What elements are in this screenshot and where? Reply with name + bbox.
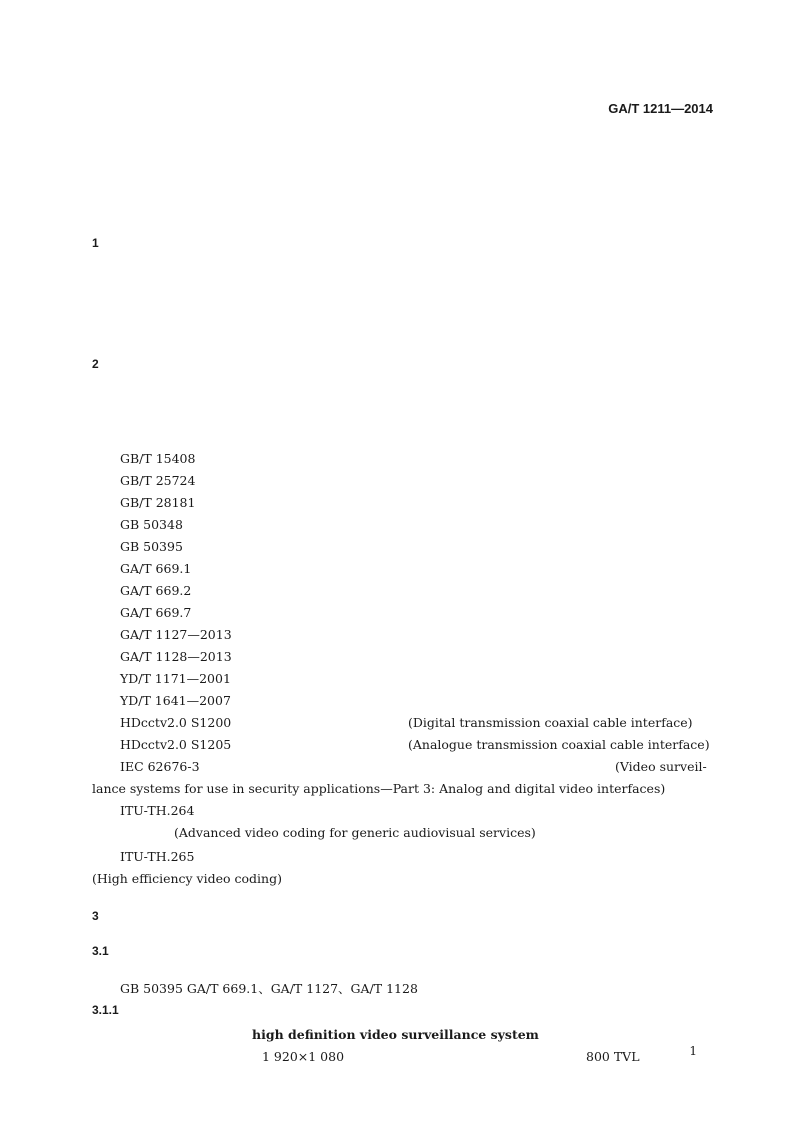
standard-code: GA/T 1211—2014 [608, 101, 713, 116]
section-1-number: 1 [92, 236, 99, 250]
ref-16-cn-title-1 [212, 804, 715, 816]
ref-1-code: GB/T 15408 [120, 451, 196, 466]
ref-15-code: IEC 62676-3 [120, 759, 200, 774]
ref-17-cn-title [212, 850, 715, 862]
ref-8-code: GA/T 669.7 [120, 605, 192, 620]
document-title-placeholder [236, 170, 572, 190]
ref-17-code: ITU-TH.265 [120, 849, 195, 864]
ref-15-en-title-1: (Video surveil- [615, 759, 707, 774]
section-2-number: 2 [92, 357, 99, 371]
section-2-intro-line-2 [92, 429, 570, 441]
section-3-1-1-number: 3.1.1 [92, 1003, 119, 1017]
ref-6-code: GA/T 669.1 [120, 561, 192, 576]
ref-14-cn-title [258, 738, 408, 750]
ref-13-code: HDcctv2.0 S1200 [120, 715, 232, 730]
ref-5-code: GB 50395 [120, 539, 183, 554]
section-2-intro-line-1 [120, 406, 714, 418]
ref-16-cn-title-2 [92, 826, 174, 838]
ref-13-cn-title [258, 716, 408, 728]
term-en: high definition video surveillance system [252, 1027, 539, 1042]
section-3-number: 3 [92, 909, 99, 923]
page-number: 1 [689, 1044, 697, 1058]
ref-7-title [204, 584, 584, 596]
ref-2-title [212, 474, 477, 486]
ref-3-title [212, 496, 564, 508]
ref-10-code: GA/T 1128—2013 [120, 649, 232, 664]
ref-5-title [198, 540, 388, 552]
tvl-value: 800 TVL [586, 1049, 640, 1064]
ref-8-title [204, 606, 612, 618]
section-1-paragraph-2-line-1 [120, 296, 714, 308]
section-3-1-number: 3.1 [92, 944, 109, 958]
ref-16-en-title: (Advanced video coding for generic audiovisual services) [174, 825, 536, 840]
ref-11-title [248, 672, 480, 684]
section-1-paragraph-2-line-2 [92, 320, 297, 332]
ref-13-en-title: (Digital transmission coaxial cable interface) [408, 715, 693, 730]
ref-3-code: GB/T 28181 [120, 495, 196, 510]
ref-6-title [204, 562, 584, 574]
ref-4-title [198, 518, 350, 530]
ref-11-code: YD/T 1171—2001 [120, 671, 231, 686]
term-cn [120, 1028, 238, 1040]
ref-2-code: GB/T 25724 [120, 473, 196, 488]
ref-4-code: GB 50348 [120, 517, 183, 532]
ref-9-code: GA/T 1127—2013 [120, 627, 232, 642]
section-1-paragraph-1 [120, 272, 580, 284]
ref-14-en-title: (Analogue transmission coaxial cable interface) [408, 737, 710, 752]
definition-text-2 [348, 1050, 582, 1062]
resolution-value: 1 920×1 080 [262, 1049, 345, 1064]
ref-12-title [248, 694, 438, 706]
ref-17-en-title: (High efficiency video coding) [92, 871, 282, 886]
ref-1-title [212, 452, 372, 464]
definitions-intro-text [432, 980, 715, 992]
definition-text-1 [120, 1050, 260, 1062]
ref-14-code: HDcctv2.0 S1205 [120, 737, 232, 752]
ref-15-en-title-2: lance systems for use in security applications—Part 3: Analog and digital video interfaces) [92, 781, 666, 796]
ref-15-cn-title [205, 760, 615, 772]
ref-12-code: YD/T 1641—2007 [120, 693, 231, 708]
ref-9-title [252, 628, 464, 640]
definition-text-3 [648, 1050, 715, 1062]
definitions-intro-refs: GB 50395 GA/T 669.1、GA/T 1127、GA/T 1128 [120, 981, 418, 996]
ref-7-code: GA/T 669.2 [120, 583, 192, 598]
ref-16-code: ITU-TH.264 [120, 803, 195, 818]
ref-10-title [252, 650, 517, 662]
